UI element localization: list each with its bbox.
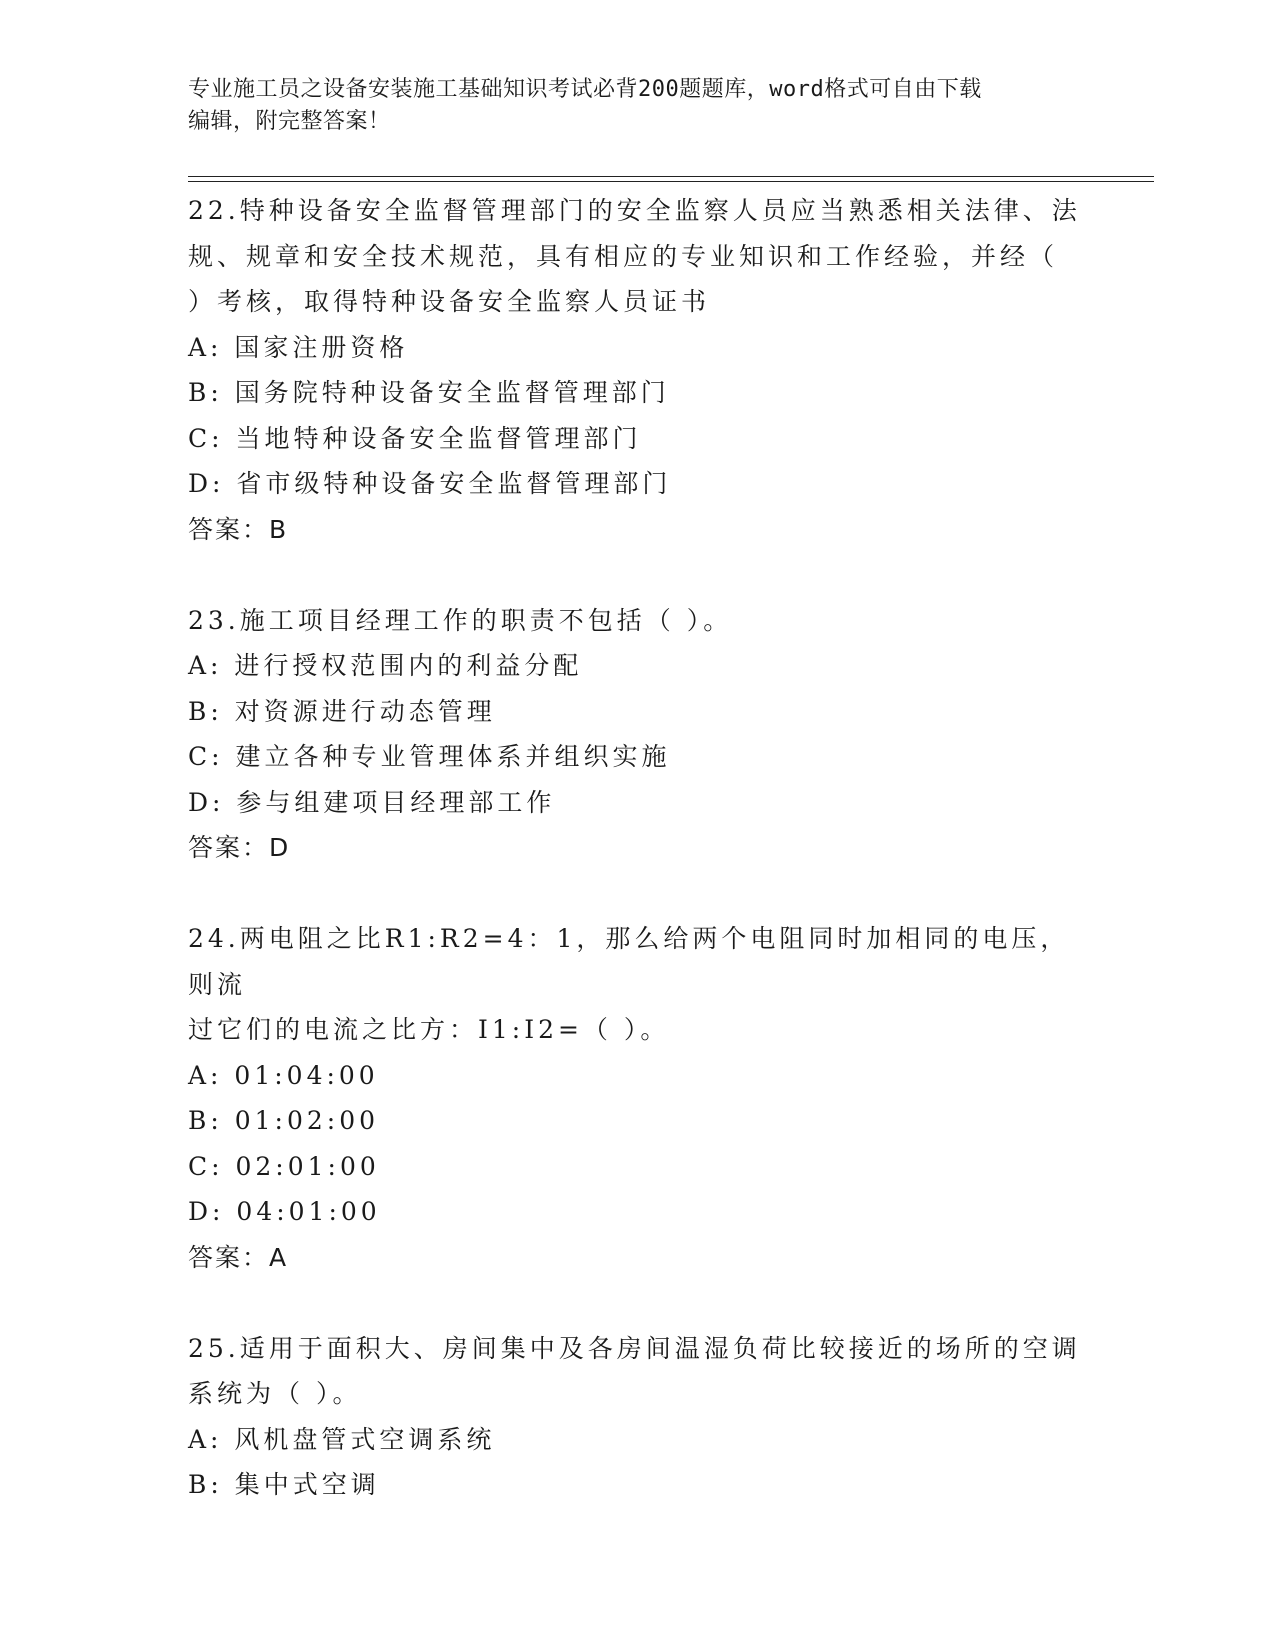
- question-text-line: ）考核，取得特种设备安全监察人员证书: [188, 287, 711, 316]
- header-divider-top: [188, 176, 1154, 177]
- answer-option: A: 01:04:00: [188, 1060, 379, 1090]
- question-text-line: 22.特种设备安全监督管理部门的安全监察人员应当熟悉相关法律、法: [188, 196, 1081, 225]
- question-block: [188, 1326, 1088, 1508]
- answer-option: A: 风机盘管式空调系统: [188, 1424, 496, 1454]
- answer-option: C: 当地特种设备安全监督管理部门: [188, 423, 642, 453]
- document-header: [188, 74, 1068, 138]
- header-divider-bottom: [188, 181, 1154, 182]
- question-text-line: 23.施工项目经理工作的职责不包括（ ）。: [188, 605, 733, 635]
- answer-key: 答案：B: [188, 514, 289, 544]
- answer-option: D: 04:01:00: [188, 1197, 381, 1226]
- answer-option: A: 国家注册资格: [188, 332, 409, 362]
- answer-option: D: 省市级特种设备安全监督管理部门: [188, 469, 672, 498]
- answer-option: C: 建立各种专业管理体系并组织实施: [188, 742, 671, 771]
- question-text-line: 24.两电阻之比R1:R2=4：1，那么给两个电阻同时加相同的电压，则流: [188, 924, 1070, 999]
- question-text-line: 系统为（ ）。: [188, 1379, 362, 1408]
- answer-key: 答案：A: [188, 1242, 289, 1272]
- answer-option: B: 01:02:00: [188, 1106, 380, 1135]
- answer-option: B: 对资源进行动态管理: [188, 696, 496, 726]
- answer-option: D: 参与组建项目经理部工作: [188, 787, 556, 817]
- answer-option: A: 进行授权范围内的利益分配: [188, 651, 583, 680]
- header-line-2: 编辑，附完整答案！: [188, 109, 391, 134]
- answer-option: C: 02:01:00: [188, 1151, 380, 1181]
- question-text-line: 过它们的电流之比方：I1:I2=（ ）。: [188, 1015, 670, 1044]
- question-block: [188, 598, 1088, 871]
- answer-option: B: 集中式空调: [188, 1470, 380, 1499]
- question-text-line: 规、规章和安全技术规范，具有相应的专业知识和工作经验，并经（: [188, 241, 1059, 271]
- answer-option: B: 国务院特种设备安全监督管理部门: [188, 378, 670, 407]
- header-line-1: 专业施工员之设备安装施工基础知识考试必背200题题库，word格式可自由下载: [188, 77, 982, 102]
- question-block: [188, 916, 1088, 1280]
- question-list: [188, 188, 1088, 1553]
- question-text-line: 25.适用于面积大、房间集中及各房间温湿负荷比较接近的场所的空调: [188, 1333, 1081, 1363]
- question-block: [188, 188, 1088, 552]
- answer-key: 答案：D: [188, 833, 291, 862]
